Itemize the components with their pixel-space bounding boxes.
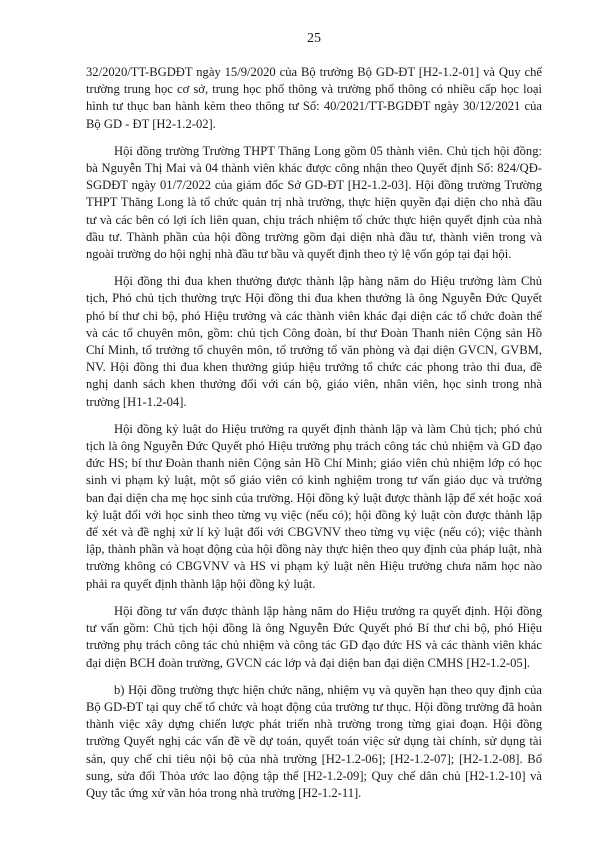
paragraph-board-functions: b) Hội đồng trường thực hiện chức năng, nhiệm vụ và quyền hạn theo quy định của Bộ GD-ĐT tại quy chế tổ chức và hoạt động của trường tư thục. Hội đồng trường đã hoàn thành việc xây dựng chiến lược phát triển nhà trường trong từng giai đoạn. Hội đồng trường Quyết nghị các vấn đề về dự toán, quyết toán việc sử dụng tài chính, sử dụng tài sản, quy chế chi tiêu nội bộ của nhà trường [H2-1.2-06]; [H2-1.2-07]; [H2-1.2-08]. Bổ sung, sửa đổi Thỏa ước lao động tập thể [H2-1.2-09]; Quy chế dân chủ [H2-1.2-10] và Quy tắc ứng xử văn hóa trong nhà trường [H2-1.2-11].: [86, 682, 542, 800]
paragraph-continued-regulations: 32/2020/TT-BGDĐT ngày 15/9/2020 của Bộ trưởng Bộ GD-ĐT [H2-1.2-01] và Quy chế trường trung học cơ sở, trung học phổ thông và trường phổ thông có nhiều cấp học loại hình tư thục ban hành kèm theo thông tư Số: 40/2021/TT-BGDĐT ngày 30/12/2021 của Bộ GD - ĐT [H2-1.2-02].: [86, 65, 542, 131]
paragraph-advisory-council: Hội đồng tư vấn được thành lập hàng năm do Hiệu trưởng ra quyết định. Hội đồng tư vấn gồm: Chủ tịch hội đồng là ông Nguyễn Đức Quyết phó Bí thư chi bộ, phó Hiệu trưởng phụ trách công tác chủ nhiệm và công tác GD đạo đức HS và các thành viên khác đại diện BCH đoàn trường, GVCN các lớp và đại diện ban đại diện CMHS [H2-1.2-05].: [86, 603, 542, 670]
paragraph-discipline-council: Hội đồng kỷ luật do Hiệu trưởng ra quyết định thành lập và làm Chủ tịch; phó chủ tịch là ông Nguyễn Đức Quyết phó Hiệu trưởng phụ trách công tác chủ nhiệm và GD đạo đức HS; bí thư Đoàn thanh niên Cộng sản Hồ Chí Minh; giáo viên chủ nhiệm lớp có học sinh vi phạm kỷ luật, một số giáo viên có kinh nghiệm trong tư vấn giáo dục và trưởng ban đại diện cha mẹ học sinh của trường. Hội đồng kỷ luật được thành lập để xét hoặc xoá kỷ luật đối với học sinh theo từng vụ việc (nếu có); hội đồng kỷ luật còn được thành lập để xét và đề nghị xử lí kỷ luật đối với CBGVNV theo từng vụ việc (nếu có); việc thành lập, thành phần và hoạt động của hội đồng này thực hiện theo quy định của pháp luật, nhà trường không có CBGVNV và HS vi phạm kỷ luật nên Hiệu trưởng chưa năm học nào phải ra quyết định thành lập hội đồng kỷ luật.: [86, 421, 542, 591]
paragraph-emulation-council: Hội đồng thi đua khen thưởng được thành lập hàng năm do Hiệu trưởng làm Chủ tịch, Phó chủ tịch thường trực Hội đồng thi đua khen thưởng là ông Nguyễn Đức Quyết phó bí thư chi bộ, phó Hiệu trưởng và các thành viên khác đại diện các tổ chức đoàn thể và các tổ chuyên môn, gồm: chủ tịch Công đoàn, bí thư Đoàn Thanh niên Cộng sản Hồ Chí Minh, tổ trưởng tổ chuyên môn, tổ trưởng tổ văn phòng và đại diện GVCN, GVBM, NV. Hội đồng thi đua khen thưởng giúp hiệu trưởng tổ chức các phong trào thi đua, đề nghị danh sách khen thưởng đối với cán bộ, giáo viên, nhân viên, học sinh trong nhà trường [H1-1.2-04].: [86, 274, 542, 409]
page-number: 25: [307, 31, 321, 46]
paragraph-school-board: Hội đồng trường Trường THPT Thăng Long gồm 05 thành viên. Chủ tịch hội đồng: bà Nguyễn Thị Mai và 04 thành viên khác được công nhận theo Quyết định Số: 824/QĐ-SGDĐT ngày 01/7/2022 của giám đốc Sở GD-ĐT [H2-1.2-03]. Hội đồng trường Trường THPT Thăng Long là tổ chức quản trị nhà trường, thực hiện quyền đại diện cho nhà đầu tư và các bên có lợi ích liên quan, chịu trách nhiệm tổ chức thực hiện quyết định của nhà đầu tư. Thành phần của hội đồng trường gồm đại diện nhà đầu tư, thành viên trong và ngoài trường do hội nghị nhà đầu tư bầu và quyết định theo tỷ lệ vốn góp tại đại hội.: [86, 143, 542, 262]
